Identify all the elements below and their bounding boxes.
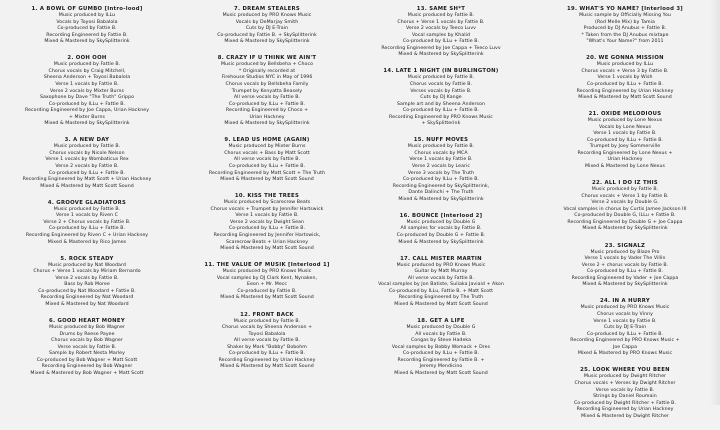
credit-line: All verse vocals by Fattie B. [233,157,301,163]
credit-line: Music produced by Bellsbeha + Choco [220,62,314,68]
credit-line: Music produced by Scarecrow Beats [223,200,311,206]
credit-line: Vocals by Toyosi Babalola [56,19,118,25]
credit-line: Chorus + Verse 1 vocals by Fattie B. [397,19,485,25]
credit-line: Co-produced by ILLu + Fattie B. [228,164,306,170]
credit-line: Recording Engineered by Nat Woodard [40,295,134,301]
credit-line: Chorus vocals by Sheena Anderson + [221,325,313,331]
track-credit-block [362,256,520,309]
credit-line: Chorus vocals by Nicole Nelson [49,150,125,156]
credit-line: Music produced by Fattie B. [233,318,301,324]
track-title: 3. A NEW DAY [64,137,110,144]
credit-line: Music produced by Blaze Pro [590,249,660,255]
track-credit-block [362,68,520,127]
credit-line: Recording Engineered by Fattie B. [46,32,128,38]
credit-line: Drums by Reese Payee [59,331,115,337]
credit-line: Co-produced by ILLu + Fattie B. [402,177,480,183]
credit-line: Recording Engineered by Bob Wagner [41,364,133,370]
track-credit-block [362,137,520,203]
credit-line: Verse 2 vocals by Teeco Luvv [405,26,476,32]
credit-line: Music produced by PRO Knows Music [580,305,670,311]
credit-line: Firehouse Studios NYC in May of 1996 [221,75,313,81]
credit-line: Verse 2 + Chorus vocals by Fattie B. [43,219,131,225]
track-credit-block [362,318,520,377]
credit-line: Sheena Anderson + Toyosi Babalola [43,75,131,81]
credit-line: Recording Engineered by Fattie B. + [397,357,485,363]
page-edge-shadow [710,0,720,405]
track-credit-block [8,55,166,127]
credit-line: Verses vocals by Fattie B. [410,88,472,94]
credit-line: Verse 1 vocals by Vader The Villin [584,256,666,262]
credit-line: Mixed & Mastered by Matt Scott Sound [220,246,314,252]
credit-line: Verse 1 vocals by Fattie B. [235,213,299,219]
credit-line: Mixed & Mastered by SkySplitterink [582,282,668,288]
credit-line: All verse vocals by Fattie B. [233,95,301,101]
credit-line: Verse 2 vocals by Mixter Burns [49,88,124,94]
track-title: 4. GROOVE GLADIATORS [47,199,127,206]
track-title: 18. GET A LIFE [417,318,465,325]
credit-line: Chorus vocals + Verse 3 by Fattie B. [581,68,669,74]
credit-line: + SkySplitterink [421,121,461,127]
credit-line: All verse vocals by Fattie B. [233,338,301,344]
credit-line: Mixed & Mastered by SkySplitterink [582,226,668,232]
credit-line: Mixed & Mastered by PRO Knows Music [577,351,673,357]
credit-line: Mixed & Mastered by Matt Scott Sound [220,177,314,183]
credit-line: Vocal samples by Jon Batiste, Suliaka Javiaid + Akon [378,282,504,288]
credit-line: Chorus vocals by Craig Mitchell, [48,68,126,74]
track-credit-block [362,6,520,59]
credit-line: Cuts by DJ E-Train [245,26,289,32]
credit-line: Mixed & Mastered by SkySplitterink [224,39,310,45]
credit-line: Chorus vocals by MCA [414,150,468,156]
credit-line: Joe Cappa [612,344,638,350]
credit-line: Verse vocals by Fattie B. [57,344,117,350]
track-title: 20. WE GONNA MISSION [586,55,664,62]
track-title: 24. IN A HURRY [599,298,651,305]
credit-line: Recording Engineered by Double G + Joe Cappa [567,219,683,225]
credit-line: Music produced by Lone Nexus [587,118,663,124]
track-title: 21. OXIDE MELODIOUS [588,111,662,118]
credit-line: Co-produced by ILLu + Fattie B. [48,226,126,232]
track-title: 12. FRONT BACK [240,311,294,318]
credit-line: Jeremy Mendicino [419,364,463,370]
credit-line: Recording Engineered by Joe Cappa, Urian Hackney [24,108,150,114]
credit-line: Urian Hackney [607,157,643,163]
credit-line: Recording Engineered by Urian Hackney [218,357,316,363]
credit-line: Dante Dalinchi + The Truth [408,190,474,196]
credit-line: Mixed & Mastered by Lone Nexus [584,164,665,170]
credit-line: Strings by Daniel Roumain [593,394,657,400]
credit-line: Mixed & Mastered by Dwight Ritcher [581,413,669,419]
credit-line: Eeon + Mr. Mecc [246,282,288,288]
credit-line: Recording Engineered by Lone Nexus + [577,150,673,156]
credit-line: Mixed & Mastered by SkySplitterink [398,196,484,202]
credit-line: Music produced by Fattie B. [53,62,121,68]
credit-line: Chorus vocals by Fattie B. [409,81,473,87]
credit-line: Music produced by Nat Woodard [48,262,126,268]
track-title: 7. DREAM STEALERS [234,6,300,12]
credit-line: Co-produced by ILLu + Fattie B. [228,351,306,357]
track-title: 11. THE VALUE OF MUSIK [Interlood 1] [204,262,330,269]
credit-line: Chorus vocals + Verses by Dwight Ritcher [574,380,676,386]
credit-line: Music produced by ILLu [596,62,654,68]
credit-line: Produced by DJ Anubus + Fattie B. [583,26,667,32]
track-title: 15. NUFF MOVES [413,137,469,144]
credit-line: Co-produced by ILLu + Fattie B. [586,269,664,275]
credit-line: Congas by Steve Hadeka [410,338,472,344]
credit-line: Chorus vocals + Bass by Matt Scott [224,150,310,156]
track-credit-block [188,312,346,371]
track-title: 22. ALL I DO IZ THIS [592,180,658,187]
credit-line: Bass by Rob Moree [64,282,110,288]
credit-line: Music produced by Dwight Ritcher [583,374,667,380]
credit-line: Verse 1 vocals by Fattie B. [55,81,119,87]
credit-line: Co-produced by Dwight Ritcher + Fattie B. [573,400,677,406]
credit-line: Mixed & Mastered by Matt Scott Sound [578,95,672,101]
credit-line: Music produced by PRO Knows Music [222,269,312,275]
credit-line: Recording Engineered by Matt Scott + The Truth [208,170,326,176]
credit-line: Co-produced by ILLu + Fattie B. [402,108,480,114]
credit-line: Verse 1 vocals by Fattie B. [593,131,657,137]
credit-line: Vocal samples by DJ Clark Kent, Nynaken, [216,275,318,281]
credit-line: Music sample by Officially Missing You [579,13,671,18]
credit-line: Recording Engineered by Riven C + Urian Hackney [25,233,149,238]
track-credit-block [546,111,704,170]
track-credit-block [8,137,166,190]
credit-line: Co-produced by Bob Wagner + Matt Scott [36,357,138,363]
track-credit-block [188,137,346,183]
credit-line: Co-produced by Double G + Fattie B. [396,233,486,238]
credit-line: Verse 2 vocals by Fattie B. [55,275,119,281]
credit-line: Verse 2 vocals by Dwight Sean [230,219,304,225]
credit-line: Recording Engineered by Urian Hackney [576,407,674,413]
credit-line: Mixed & Mastered by SkySplitterink [44,39,130,45]
credit-line: Music produced by Bob Wagner [49,325,125,331]
credit-line: Mixed & Mastered by Rico James [47,239,127,245]
track-credit-block [362,213,520,246]
credit-line: Music produced by Fattie B. [407,13,475,18]
credit-line: + Mixter Burns [69,114,105,120]
credit-line: Vocals by Lone Nexus [598,124,652,130]
credit-line: Mixed & Mastered by Bob Wagner + Matt Scott [30,370,144,376]
credit-line: Mixed & Mastered by SkySplitterink [44,121,130,127]
credit-line: Co-produced by Fattie B. [57,26,117,32]
credit-line: Chorus vocals + Verse 1 by Fattie B. [581,193,669,199]
track-credit-block [546,243,704,289]
track-credit-block [8,200,166,246]
credit-line: Scarecrow Beats + Urian Hackney [225,239,309,245]
credit-line: Recording Engineered by Urian Hackney [576,88,674,94]
credit-line: Co-produced by Fattie B. [237,288,297,294]
credit-line: Mixed & Mastered by Matt Scott Sound [40,183,134,189]
credit-line: Music produced by PRO Knows Music [222,13,312,18]
credit-line: Co-produced by ILLu, Fattie B. + Matt Scott [388,288,494,294]
credit-line: Music produced by Fattie B. [53,206,121,212]
credit-line: Co-produced by Double G, ILLu + Fattie B. [574,213,676,219]
credit-line: Verse vocals by Fattie B. [595,387,655,393]
credit-line: Recording Engineered by Vader + Joe Cappa [571,275,679,281]
credit-line: Co-produced by ILLu + Fattie B. [586,81,664,87]
credit-line: Trumpet by Kenyatta Beasely [231,88,303,94]
credit-line: Vocal samples by Bobby Womack + Dres [391,344,491,350]
credit-line: Mixed & Mastered by Matt Scott Sound [394,370,488,376]
track-title: 5. ROCK STEADY [60,255,114,262]
credit-line: Vocals by DeMarjay Smith [235,19,299,25]
track-title: 25. LOOK WHERE YOU BEEN [580,367,670,374]
credit-line: Music produced by ILLu [58,13,116,18]
credit-line: Chorus vocals by Vinny [597,312,653,318]
credit-line: Sample art and by Sheena Anderson [396,101,485,107]
credit-line: Verse 1 vocals by Wombaticus Rex [45,157,129,163]
credit-line: Verse 2 vocals by Double G. [591,200,659,206]
credit-line: Recording Engineered by The Truth [398,295,484,301]
credit-line: Music produced by Fattie B. [407,75,475,81]
credit-line: Music produced by Fattie B. [407,144,475,150]
credit-line: "What's Your Name?" from 2011 [586,39,664,45]
credit-line: Vocal samples by Khalid [411,32,471,38]
credit-line: All samples for vocals by Fattie B. [400,226,482,232]
credit-line: Verse 2 vocals by Learic [411,164,471,170]
credit-line: Sample by Robert Nesta Marley [49,351,125,357]
track-title: 10. KISS THE TREES [234,193,300,200]
credits-column-3 [362,6,520,387]
track-credit-block [546,367,704,420]
credit-line: Recording Engineered by Matt Scott + Urian Hackney [22,177,152,183]
credit-line: Music produced by Mixter Burns [228,144,306,150]
credit-line: Co-produced by ILLu + Fattie B. [228,226,306,232]
credit-line: Co-produced by ILLu + Fattie B. [228,101,306,107]
credit-line: Chorus vocals + Trumpet by Jennifer Hartswick [210,206,324,212]
track-title: 1. A BOWL OF GUMBO [Intro-lood] [31,6,143,12]
track-credit-block [188,262,346,302]
credits-column-2 [188,6,346,381]
credits-column-1 [8,6,166,387]
credit-line: Music produced by PRO Knows Music [396,262,486,268]
credit-line: Verse 1 vocals by Fattie B. [593,318,657,324]
track-credit-block [546,180,704,233]
credit-line: Co-produced by Nat Woodard + Fattie B. [38,288,136,294]
credit-line: Co-produced by ILLu + Fattie B. [402,39,480,45]
credit-line: Mixed & Mastered by Matt Scott Sound [220,364,314,370]
credit-line: Verse 2 vocals by Fattie B. [55,164,119,170]
track-credit-block [546,6,704,46]
credit-line: Mixed & Mastered by SkySplitterink [398,239,484,245]
credit-line: Shaker by Mark "Bobby" Bobohm [227,344,307,350]
track-credit-block [8,6,166,46]
credit-line: Mixed & Mastered by Nat Woodard [45,301,129,307]
credit-line: * Taken from the DJ Anubus mixtape [581,32,669,38]
credit-line: Music produced by Fattie B. [591,187,659,193]
track-credit-block [188,6,346,46]
track-credit-block [546,298,704,357]
track-title: 13. SAME SH*T [416,6,466,12]
credit-line: Vocal samples in chorus by Curtis Jamee Jackson III [563,206,687,212]
credit-line: (Rod Melle Mix) by Tamia [595,19,655,25]
credit-line: Co-produced by ILLu + Fattie B. [586,137,664,143]
track-credit-block [188,193,346,252]
track-credit-block [546,55,704,101]
track-credit-block [8,318,166,377]
credit-line: Recording Engineered by Choco + [225,108,309,114]
credit-line: Cuts by DJ Kange [420,95,462,101]
credit-line: Recording Engineered by PRO Knows Music [389,114,493,120]
track-title: 19. WHAT'S YO NAME? [Interlood 3] [566,6,684,12]
track-title: 6. GOOD HEART MONEY [49,318,125,325]
credit-line: Music produced by Fattie B. [53,144,121,150]
track-title: 14. LATE 1 NIGHT (IN BURLINGTON) [383,68,499,75]
credit-line: Verse 1 vocals by Riven C [56,213,118,219]
credit-line: Co-produced by Fattie B. + SkySplitterink [217,32,317,38]
credit-line: Mixed & Mastered by SkySplitterink [224,121,310,127]
credit-line: Toyosi Babalola [248,331,286,337]
credit-line: Co-produced by ILLu + Fattie B. [402,351,480,357]
credit-line: Recording Engineered by SkySplitterink, [392,183,490,189]
credit-line: Saxophone by Dave "The Truth" Grippo [39,95,135,101]
credit-line: Guitar by Matt Murray [414,269,468,275]
credit-line: All vocals by Fattie B. [415,331,467,337]
track-title: 16. BOUNCE [Interlood 2] [399,212,483,219]
track-credit-block [8,256,166,309]
credit-line: Co-produced by ILLu + Fattie B. [586,331,664,337]
credit-line: Music produced by Double G [406,325,476,331]
credit-line: Urian Hackney [249,114,285,120]
track-title: 23. SIGNALZ [604,242,646,249]
credit-line: Recording Engineered by PRO Knows Music + [570,338,680,344]
track-credit-block [188,55,346,127]
credit-line: Music produced by Double G [406,219,476,225]
credit-line: All verse vocals by Fattie B. [407,275,475,281]
credits-column-4 [546,6,704,430]
credit-line: Co-produced by ILLu + Fattie B. [48,101,126,107]
credit-line: Mixed & Mastered by Matt Scott Sound [394,301,488,307]
credit-line: Chorus vocals by Bob Wagner [51,338,123,344]
credit-line: Verse 1 vocals by Fattie B. [409,157,473,163]
track-title: 8. CRAZY IF U THINK WE AIN'T [217,55,317,62]
credit-line: Trumpet by Joey Sommerville [589,144,661,150]
credit-line: Cuts by DJ E-Train [603,325,647,331]
credit-line: * Originally recorded at [238,68,296,74]
track-title: 17. CALL MISTER MARTIN [400,255,482,262]
credit-line: Verse 3 vocals by The Truth [407,170,475,176]
credit-line: Verse 1 vocals by Wish [597,75,653,81]
credit-line: Mixed & Mastered by SkySplitterink [398,52,484,58]
credit-line: Recording Engineered by Jennifer Hartswick, [213,233,321,238]
credit-line: Recording Engineered by Joe Cappa + Teeco Luvv [381,45,501,51]
track-title: 2. OOH OOH [67,55,107,62]
credit-line: Chorus + Verse 1 vocals by Miriam Bernardo [33,269,141,275]
credit-line: Co-produced by ILLu + Fattie B. [48,170,126,176]
track-title: 9. LEAD US HOME (AGAIN) [224,137,310,144]
credit-line: Chorus vocals by Bellsbeha Family [225,81,309,87]
credit-line: Mixed & Mastered by Matt Scott Sound [220,295,314,301]
credit-line: Verse 2 + chorus vocals by Fattie B. [581,262,669,268]
